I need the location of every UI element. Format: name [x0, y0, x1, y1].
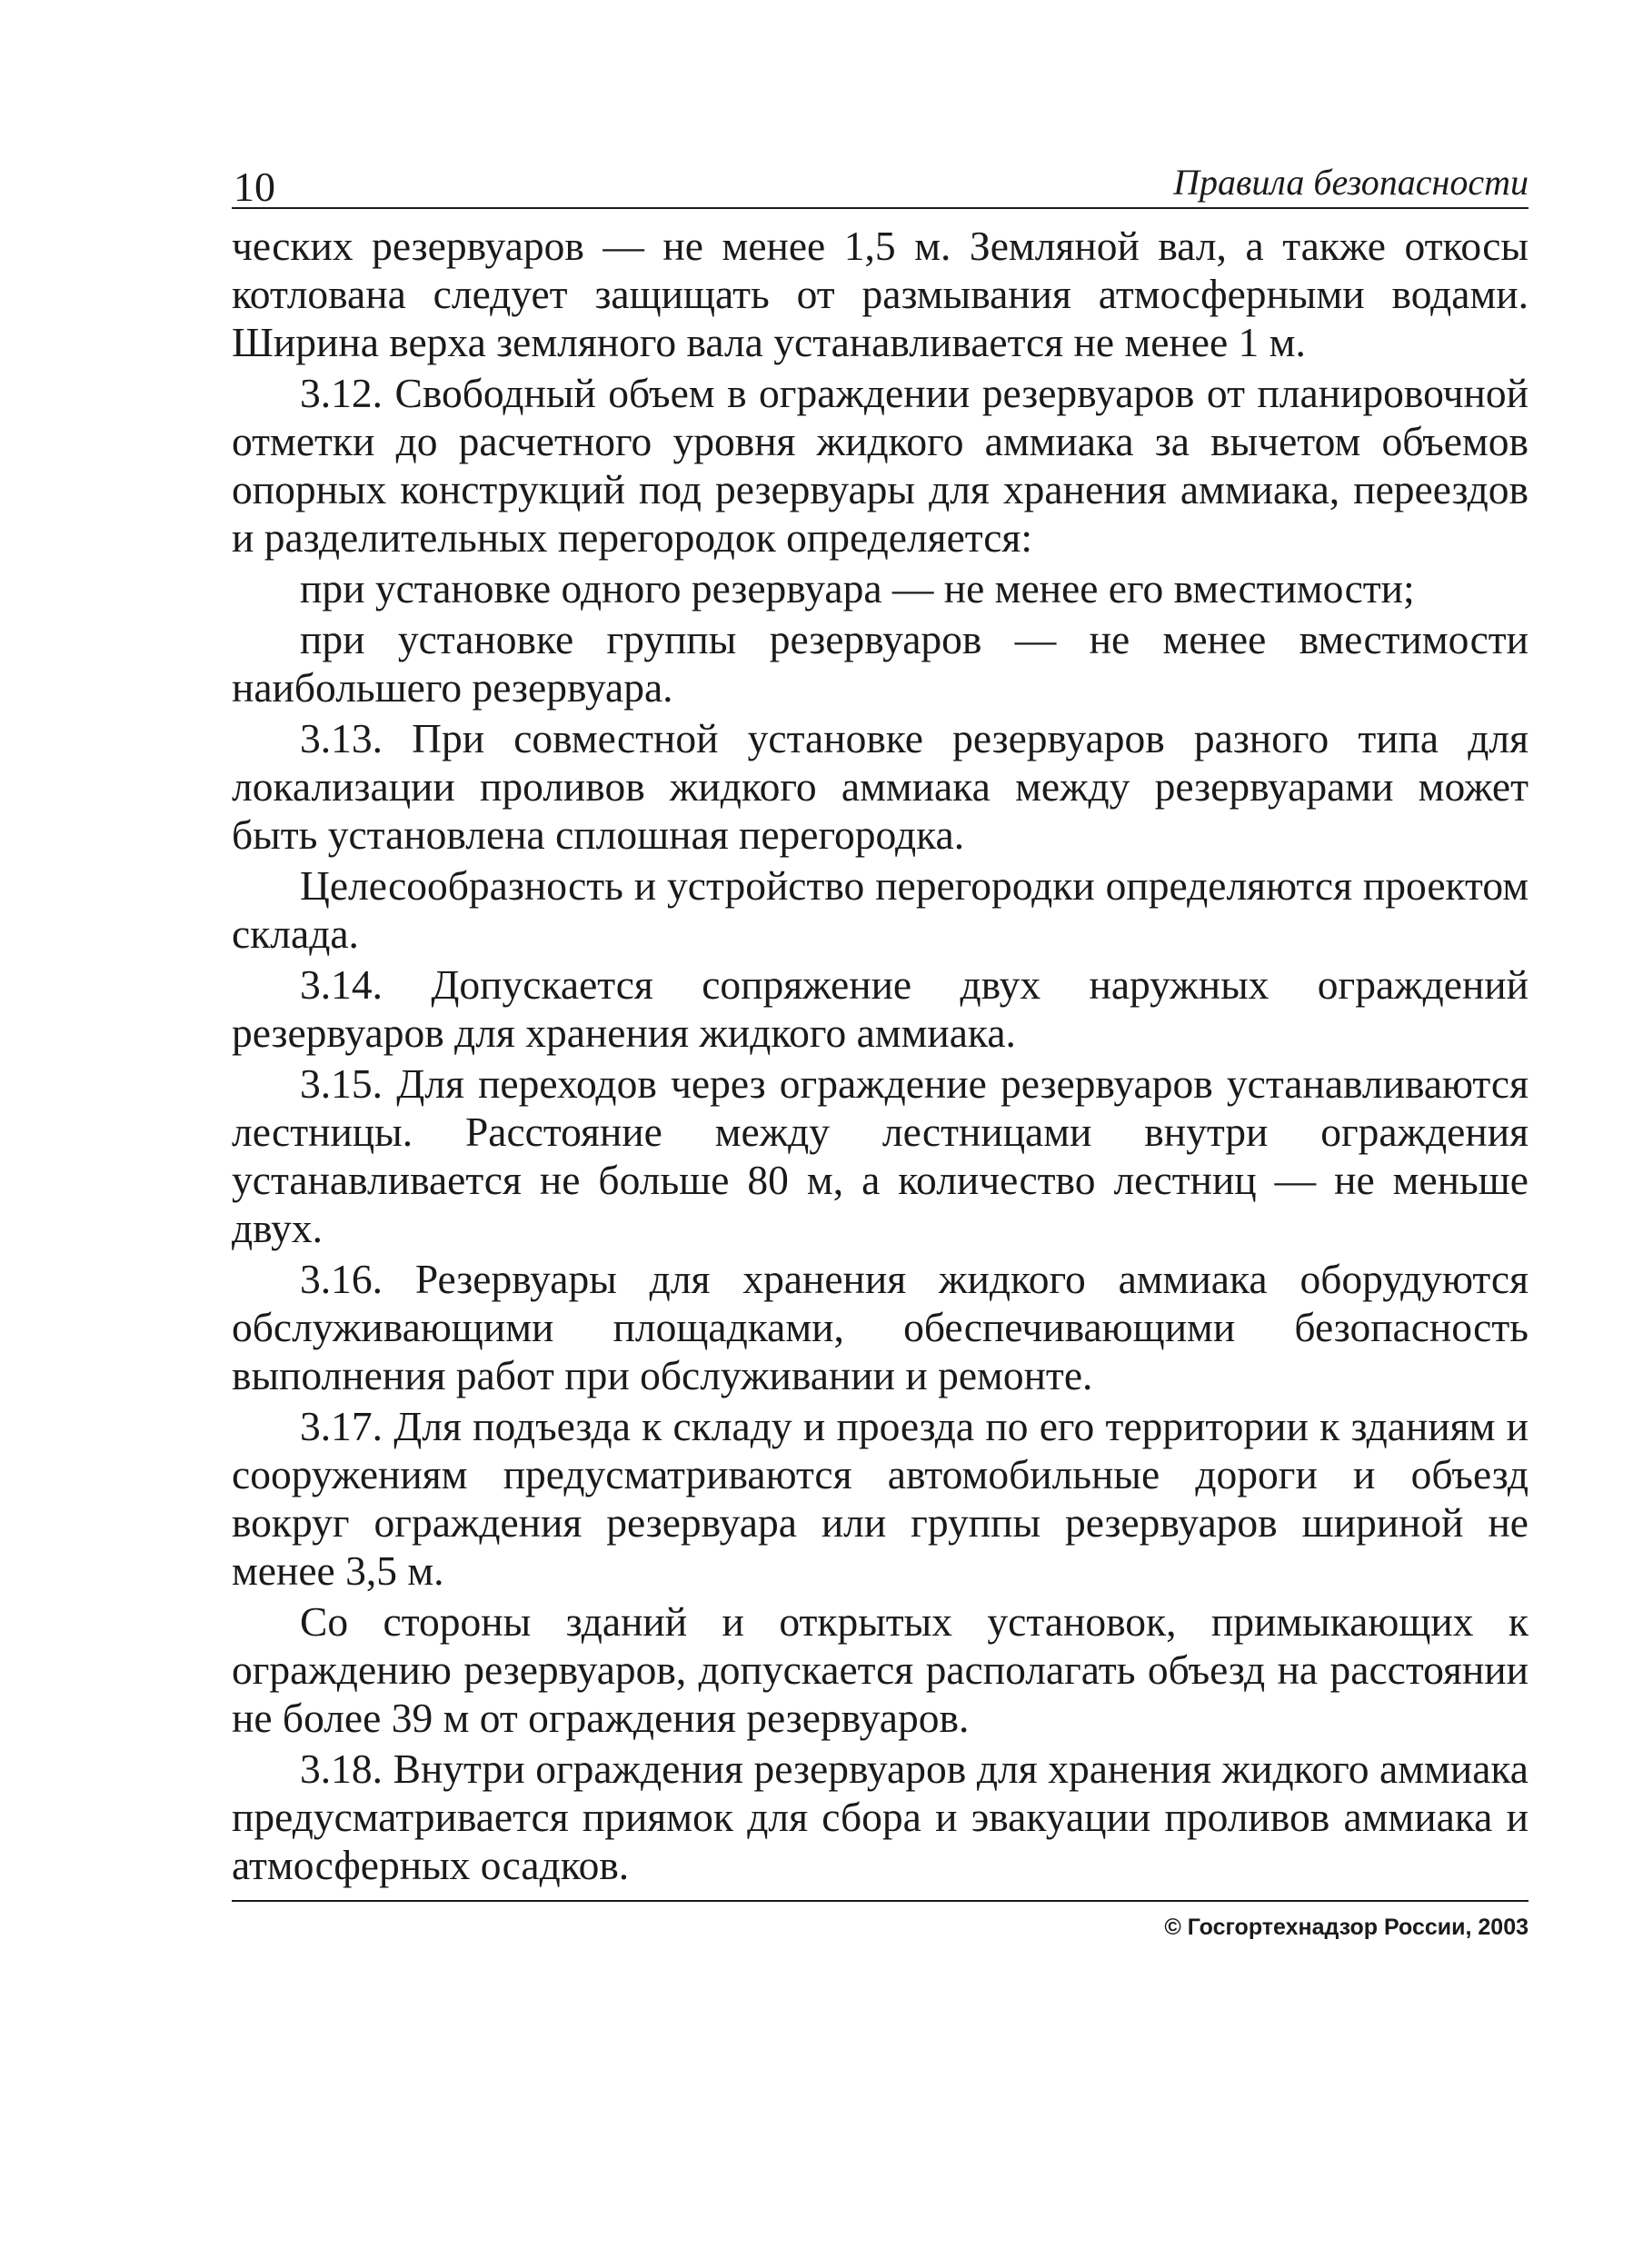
- running-title: Правила безопасности: [1173, 162, 1528, 203]
- page-number: 10: [234, 164, 275, 210]
- paragraph-3-17: 3.17. Для подъезда к складу и проезда по его территории к зданиям и сооружениям предусматриваются автомобильные дороги и объезд вокруг ограждения резервуара или группы резервуаров шириной не менее 3,5 м.: [232, 1403, 1528, 1594]
- paragraph-3-16: 3.16. Резервуары для хранения жидкого аммиака оборудуются обслуживающими площадками, обеспечивающими безопасность выполнения работ при обслуживании и ремонте.: [232, 1256, 1528, 1398]
- paragraph-3-15: 3.15. Для переходов через ограждение резервуаров устанавливаются лестницы. Расстояние между лестницами внутри ограждения устанавливается не больше 80 м, а количество лестниц — не меньше двух.: [232, 1060, 1528, 1251]
- document-page: [232, 145, 1528, 1956]
- paragraph: ческих резервуаров — не менее 1,5 м. Земляной вал, а также откосы котлована следует защищать от размывания атмосферными водами. Ширина верха земляного вала устанавливается не менее 1 м.: [232, 223, 1528, 365]
- paragraph: при установке группы резервуаров — не менее вместимости наибольшего резервуара.: [232, 616, 1528, 711]
- copyright-notice: © Госгортехнадзор России, 2003: [1164, 1915, 1528, 1940]
- paragraph: Целесообразность и устройство перегородки определяются проектом склада.: [232, 862, 1528, 957]
- page-footer: [232, 1900, 1528, 1956]
- body-text: [232, 222, 1528, 1889]
- paragraph: Со стороны зданий и открытых установок, примыкающих к ограждению резервуаров, допускается располагать объезд на расстоянии не более 39 м от ограждения резервуаров.: [232, 1598, 1528, 1741]
- paragraph-3-13: 3.13. При совместной установке резервуаров разного типа для локализации проливов жидкого аммиака между резервуарами может быть установлена сплошная перегородка.: [232, 715, 1528, 858]
- paragraph-3-12: 3.12. Свободный объем в ограждении резервуаров от планировочной отметки до расчетного уровня жидкого аммиака за вычетом объемов опорных конструкций под резервуары для хранения аммиака, переездов и разделительных перегородок определяется:: [232, 370, 1528, 561]
- paragraph-3-14: 3.14. Допускается сопряжение двух наружных ограждений резервуаров для хранения жидкого аммиака.: [232, 961, 1528, 1056]
- paragraph-3-18: 3.18. Внутри ограждения резервуаров для хранения жидкого аммиака предусматривается приямок для сбора и эвакуации проливов аммиака и атмосферных осадков.: [232, 1746, 1528, 1888]
- page-header: [232, 145, 1528, 209]
- paragraph: при установке одного резервуара — не менее его вместимости;: [300, 565, 1415, 612]
